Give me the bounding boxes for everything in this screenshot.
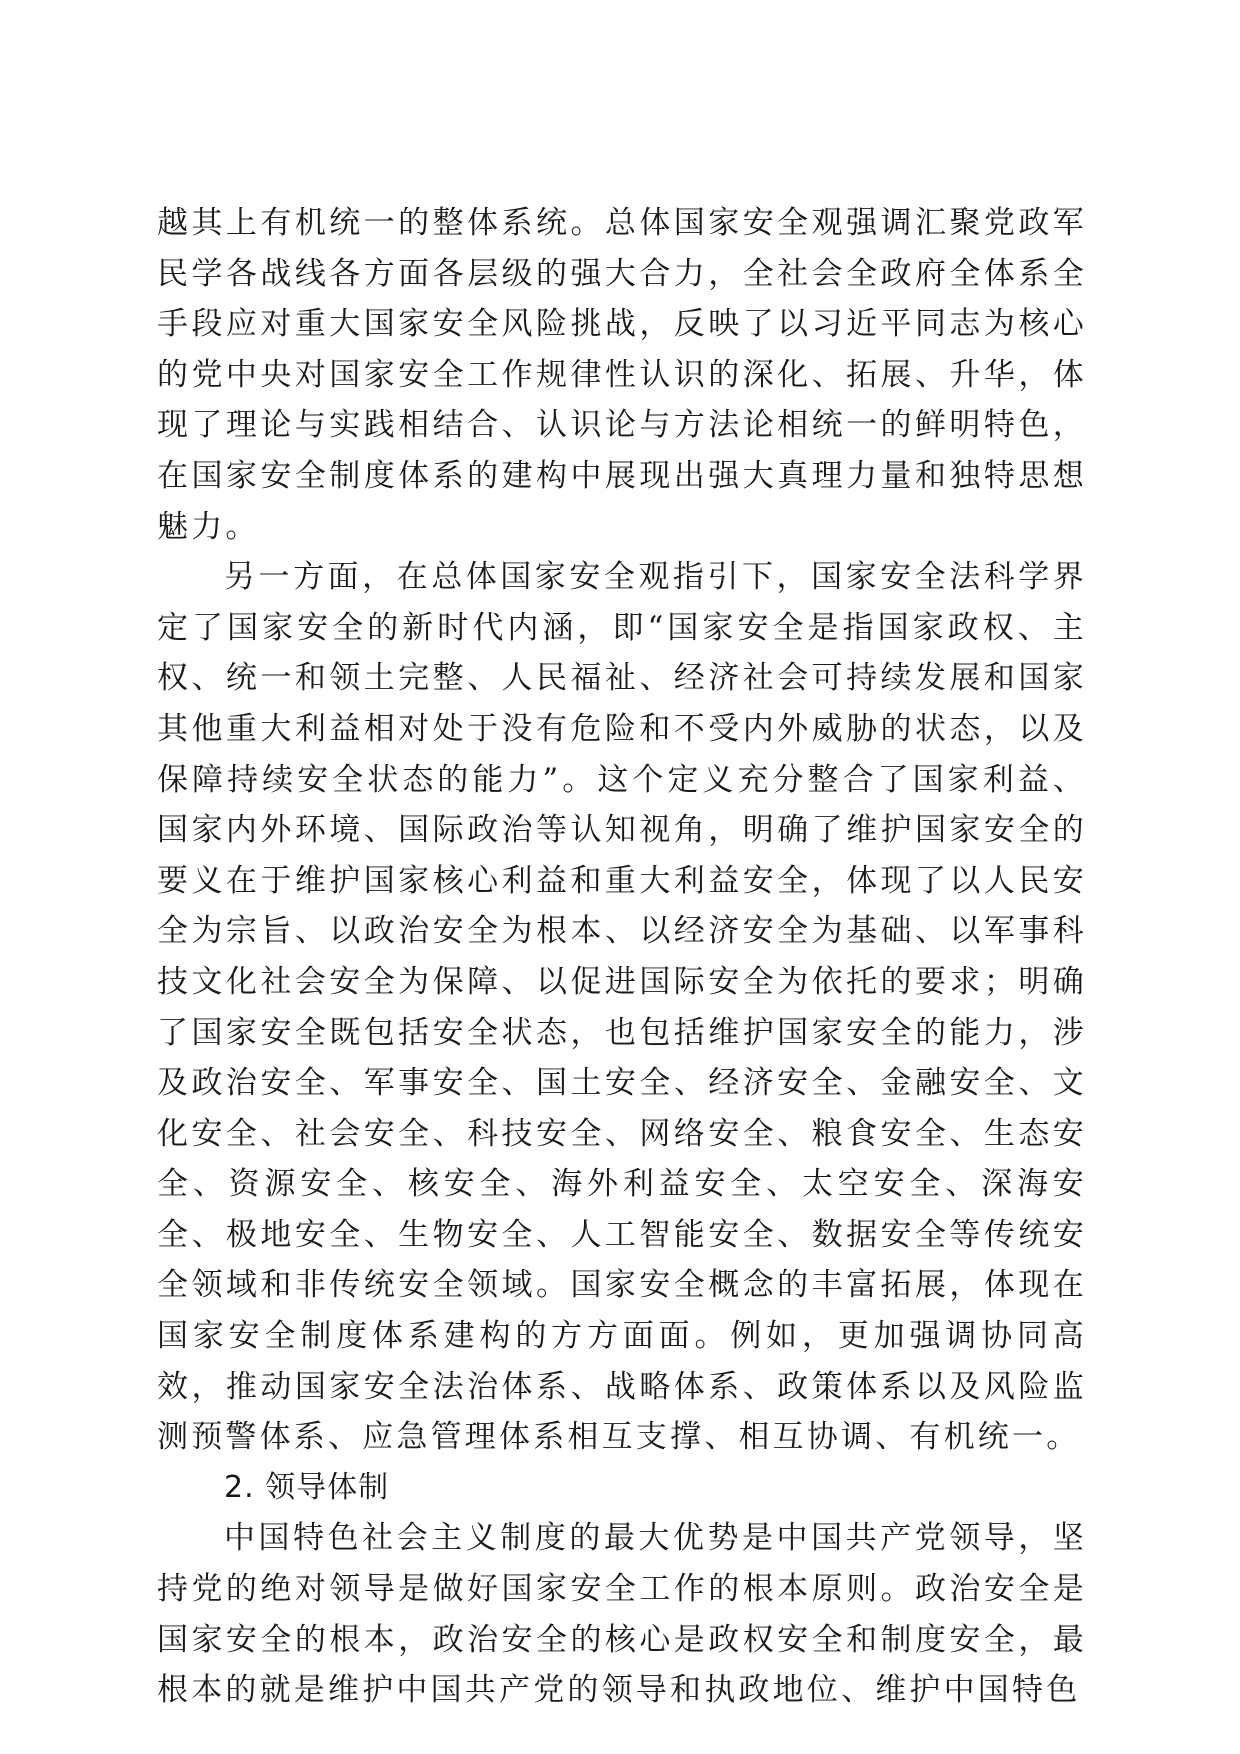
- body-text: [157, 198, 1087, 1716]
- paragraph-national-security-definition: 另一方面，在总体国家安全观指引下，国家安全法科学界定了国家安全的新时代内涵，即“国家安全是指国家政权、主权、统一和领土完整、人民福祉、经济社会可持续发展和国家其他重大利益相对处于没有危险和不受内外威胁的状态，以及保障持续安全状态的能力”。这个定义充分整合了国家利益、国家内外环境、国际政治等认知视角，明确了维护国家安全的要义在于维护国家核心利益和重大利益安全，体现了以人民安全为宗旨、以政治安全为根本、以经济安全为基础、以军事科技文化社会安全为保障、以促进国际安全为依托的要求；明确了国家安全既包括安全状态，也包括维护国家安全的能力，涉及政治安全、军事安全、国土安全、经济安全、金融安全、文化安全、社会安全、科技安全、网络安全、粮食安全、生态安全、资源安全、核安全、海外利益安全、太空安全、深海安全、极地安全、生物安全、人工智能安全、数据安全等传统安全领域和非传统安全领域。国家安全概念的丰富拓展，体现在国家安全制度体系建构的方方面面。例如，更加强调协同高效，推动国家安全法治体系、战略体系、政策体系以及风险监测预警体系、应急管理体系相互支撑、相互协调、有机统一。: [157, 559, 1087, 1456]
- paragraph-continuation: 越其上有机统一的整体系统。总体国家安全观强调汇聚党政军民学各战线各方面各层级的强大合力，全社会全政府全体系全手段应对重大国家安全风险挑战，反映了以习近平同志为核心的党中央对国家安全工作规律性认识的深化、拓展、升华，体现了理论与实践相结合、认识论与方法论相统一的鲜明特色，在国家安全制度体系的建构中展现出强大真理力量和独特思想魅力。: [157, 205, 1087, 545]
- section-heading-leadership-system: 2. 领导体制: [224, 1469, 390, 1505]
- paragraph-party-leadership: 中国特色社会主义制度的最大优势是中国共产党领导，坚持党的绝对领导是做好国家安全工作的根本原则。政治安全是国家安全的根本，政治安全的核心是政权安全和制度安全，最根本的就是维护中国共产党的领导和执政地位、维护中国特色: [157, 1520, 1087, 1709]
